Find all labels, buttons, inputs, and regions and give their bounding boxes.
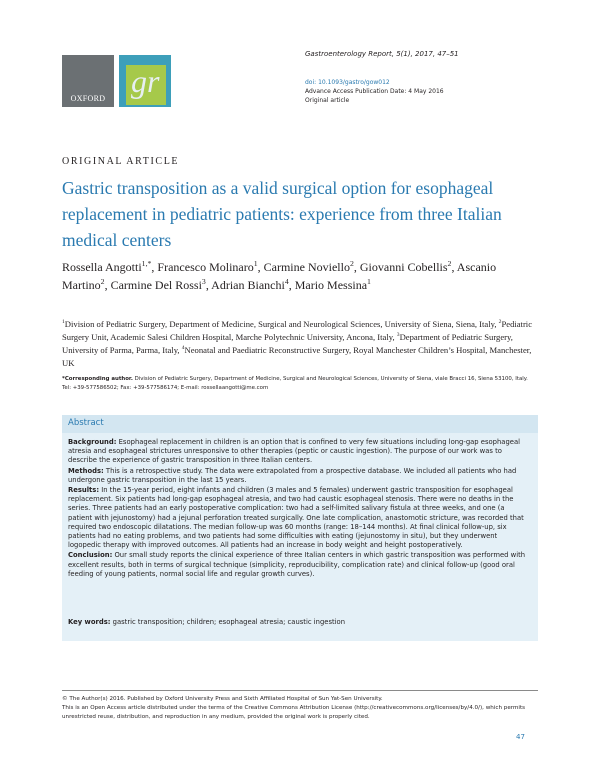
journal-logo-text: gr	[131, 63, 160, 99]
author[interactable]: Rossella Angotti$^{1,*}$	[62, 259, 152, 274]
copyright-notice	[62, 695, 542, 722]
author-list: Rossella Angotti$^{1,*}$, Francesco Molinaro$^1$, Carmine Noviello$^2$, Giovanni Cobellis$^2$, Ascanio Martino$^2$, Carmine Del Rossi$^3$, Adrian Bianchi$^4$, Mario Messina$^1$	[62, 259, 497, 292]
advance-access-date: Advance Access Publication Date: 4 May 2016	[305, 88, 444, 95]
author[interactable]: Francesco Molinaro$^1$	[157, 259, 258, 274]
journal-reference: Gastroenterology Report, 5(1), 2017, 47–51	[305, 50, 459, 58]
copyright-line: © The Author(s) 2016. Published by Oxford University Press and Sixth Affiliated Hospital of Sun Yat-Sen University.	[62, 696, 383, 702]
doi-link[interactable]: doi: 10.1093/gastro/gow012	[305, 79, 390, 86]
license-text: This is an Open Access article distributed under the terms of the Creative Commons Attribution License (http://creativecommons.org/licenses/by/4.0/), which permits unrestricted reuse, distribution, and reproduction in any medium, provided the original work is properly cited.	[62, 705, 526, 720]
author[interactable]: Carmine Noviello$^2$	[263, 259, 354, 274]
abstract-header	[62, 415, 538, 433]
page-number: 47	[516, 733, 525, 741]
abstract-methods: Methods: This is a retrospective study. The data were extrapolated from a prospective database. We included all patients who had undergone gastric transposition in the last 15 years.	[68, 466, 517, 484]
abstract-box	[62, 415, 538, 641]
author[interactable]: Adrian Bianchi$^4$	[211, 277, 289, 292]
article-meta	[305, 78, 444, 105]
article-title: Gastric transposition as a valid surgical option for esophageal replacement in pediatric patients: experience from three Italian medical centers	[62, 178, 502, 250]
abstract-body	[68, 438, 530, 580]
article-type: Original article	[305, 97, 350, 104]
author[interactable]: Giovanni Cobellis$^2$	[359, 259, 452, 274]
abstract-conclusion: Conclusion: Our small study reports the clinical experience of three Italian centers in which gastric transposition was performed with excellent results, both in terms of surgical technique (simplicity, reproducibility, complication rate) and clinical follow-up (good oral feeding of young patients, normal social life and regular growth curves).	[68, 551, 526, 578]
corresponding-author: *Corresponding author. Division of Pediatric Surgery, Department of Medicine, Surgical and Neurological Sciences, University of Siena, viale Bracci 16, Siena 53100, Italy. Tel: +39-577586502; Fax: +39-577586174; E-mail: rossellaangotti@me.com	[62, 376, 528, 391]
keywords: Key words: gastric transposition; children; esophageal atresia; caustic ingestion	[68, 618, 346, 626]
footer-divider	[62, 690, 538, 691]
oxford-logo-text: OXFORD	[70, 94, 106, 103]
oxford-logo	[62, 55, 114, 107]
section-label: ORIGINAL ARTICLE	[62, 156, 180, 167]
abstract-results: Results: In the 15-year period, eight infants and children (3 males and 5 females) underwent gastric transposition for esophageal replacement. Six patients had long-gap esophageal atresia, and two had caustic esophageal stenosis. There were no deaths in the series. Three patients had an early postoperative complication: two had a self-limited salivary fistula at three weeks, and one (a patient with jejunostomy) had a jejunal perforation treated surgically. One late complication, anastomotic stricture, was recorded that required two endoscopic dilatations. The median follow-up was 60 months (range: 18–144 months). At final clinical follow-up, six patients had no eating problems, and two patients had some difficulties with eating (jejunostomy in situ), but they underwent logopedic therapy with improved outcomes. All patients had an increase in body weight and height postoperatively.	[68, 486, 524, 550]
author[interactable]: Ascanio Martino$^2$	[62, 260, 497, 292]
author[interactable]: Mario Messina$^1$	[294, 277, 371, 292]
author[interactable]: Carmine Del Rossi$^3$	[110, 277, 206, 292]
abstract-heading: Abstract	[68, 418, 104, 428]
abstract-background: Background: Esophageal replacement in children is an option that is confined to very few situations including long-gap esophageal atresia and esophageal strictures unresponsive to other therapies (peptic or caustic ingestion). The purpose of our work was to describe the experience of gastric transposition in three Italian centers.	[68, 438, 520, 465]
journal-logo	[119, 55, 171, 107]
affiliations: $^1$Division of Pediatric Surgery, Department of Medicine, Surgical and Neurological Sciences, University of Siena, Siena, Italy, $^2$Pediatric Surgery Unit, Academic Salesi Children Hospital, Marche Polytechnic University, Ancona, Italy, $^3$Department of Pediatric Surgery, University of Parma, Parma, Italy, $^4$Neonatal and Paediatric Reconstructive Surgery, Royal Manchester Children’s Hospital, Manchester, UK	[62, 319, 533, 368]
